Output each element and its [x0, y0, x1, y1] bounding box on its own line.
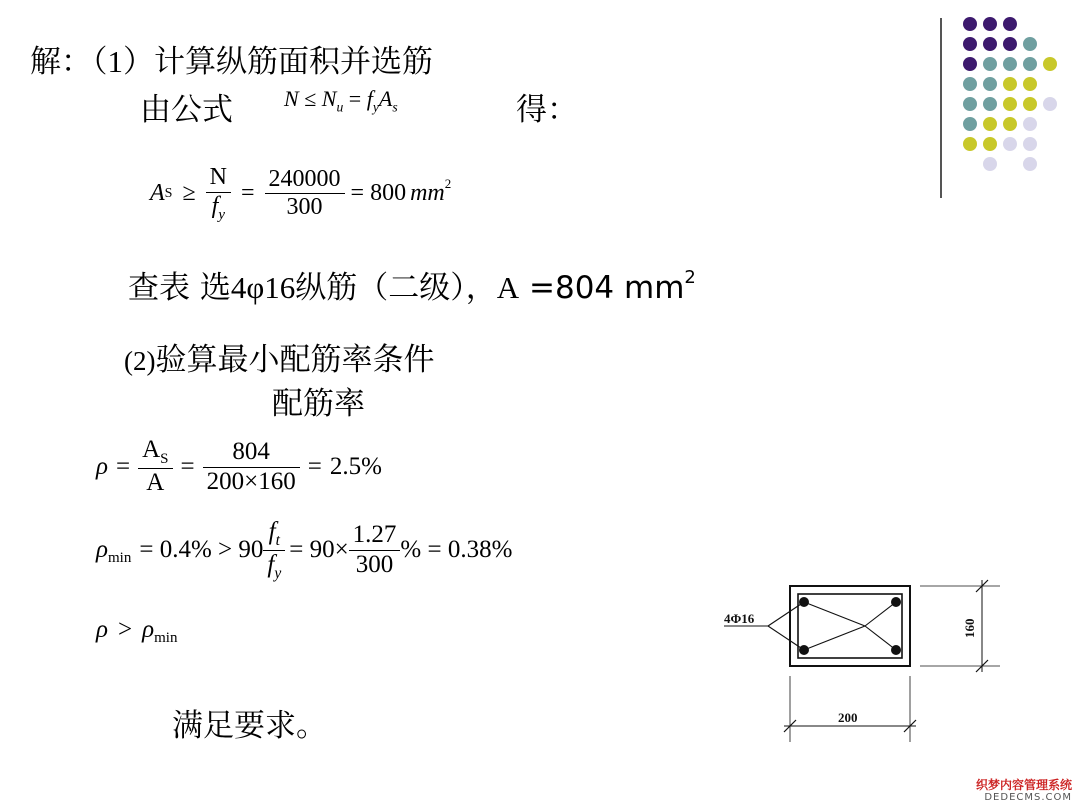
decorative-dot	[983, 97, 997, 111]
decorative-dot	[963, 37, 977, 51]
leader-line	[804, 626, 865, 650]
decorative-dot	[1023, 117, 1037, 131]
decorative-dot	[1043, 57, 1057, 71]
decorative-dot	[1023, 137, 1037, 151]
decorative-dot	[1043, 97, 1057, 111]
width-label: 200	[838, 710, 858, 725]
decorative-dot	[1023, 97, 1037, 111]
decorative-dot	[983, 57, 997, 71]
cross-section-diagram	[720, 576, 1010, 746]
height-label: 160	[962, 618, 977, 638]
decorative-dot	[1023, 77, 1037, 91]
stirrup	[798, 594, 902, 658]
decorative-dot	[983, 117, 997, 131]
leader-line	[865, 626, 896, 650]
decorative-dot	[963, 117, 977, 131]
decorative-dot	[1023, 157, 1037, 171]
bar-label: 4Φ16	[724, 611, 755, 626]
conclusion: 满足要求。	[172, 708, 327, 744]
decorative-dot	[963, 57, 977, 71]
decorative-dot	[1023, 57, 1037, 71]
leader-line	[804, 602, 865, 626]
decorative-dot	[963, 97, 977, 111]
decorative-dot	[1003, 137, 1017, 151]
area-formula: A S ≥ $\frac{N}{f_y}$ = $\frac{240000}{300}$ = 800 mm $^2$	[150, 164, 452, 223]
decorative-dot	[963, 137, 977, 151]
watermark-line2: DEDECMS.COM	[984, 792, 1072, 803]
rho-formula: ρ = $\frac{A_S}{A}$ = $\frac{804}{200\times 160}$ = 2.5%	[96, 436, 382, 497]
rebar-selection: 查表 选4φ16纵筋（二级），A =804 $mm^2$	[128, 266, 696, 306]
heading-jie: 解：	[30, 44, 92, 79]
decorative-dot	[1003, 77, 1017, 91]
formula-strength: $N \le N_u = f_yA_s$	[284, 86, 398, 115]
decorative-dot	[983, 37, 997, 51]
decorative-dot	[1023, 37, 1037, 51]
formula-intro-tail: 得：	[516, 92, 578, 127]
decorative-dot	[963, 17, 977, 31]
decorative-dot	[983, 77, 997, 91]
decorative-dot	[963, 77, 977, 91]
decorative-dot	[983, 157, 997, 171]
heading	[30, 36, 433, 81]
decorative-dot	[1003, 37, 1017, 51]
section-outline	[790, 586, 910, 666]
step2-title: (2)验算最小配筋率条件	[124, 342, 435, 378]
rho-compare: ρ > ρ $_{min}$	[96, 616, 178, 646]
formula-intro-lead: 由公式	[140, 92, 233, 127]
step2-subtitle: 配筋率	[272, 386, 365, 422]
leader-line	[865, 602, 896, 626]
decorative-dot	[1003, 97, 1017, 111]
decorative-dot	[1003, 17, 1017, 31]
decorative-dot	[983, 17, 997, 31]
decorative-dot	[1003, 117, 1017, 131]
decorative-vertical-line	[940, 18, 942, 198]
decorative-dot	[1003, 57, 1017, 71]
watermark	[976, 778, 1072, 804]
decorative-dot	[983, 137, 997, 151]
rho-min-formula: ρ $_{min}$ = 0.4% > 90 $\frac{f_t}{f_y}$ = 90× $\frac{1.27}{300}$ % = 0.38%	[96, 518, 513, 582]
watermark-line1: 织梦内容管理系统	[975, 778, 1072, 792]
heading-step1: （1）计算纵筋面积并选筋	[92, 44, 433, 79]
